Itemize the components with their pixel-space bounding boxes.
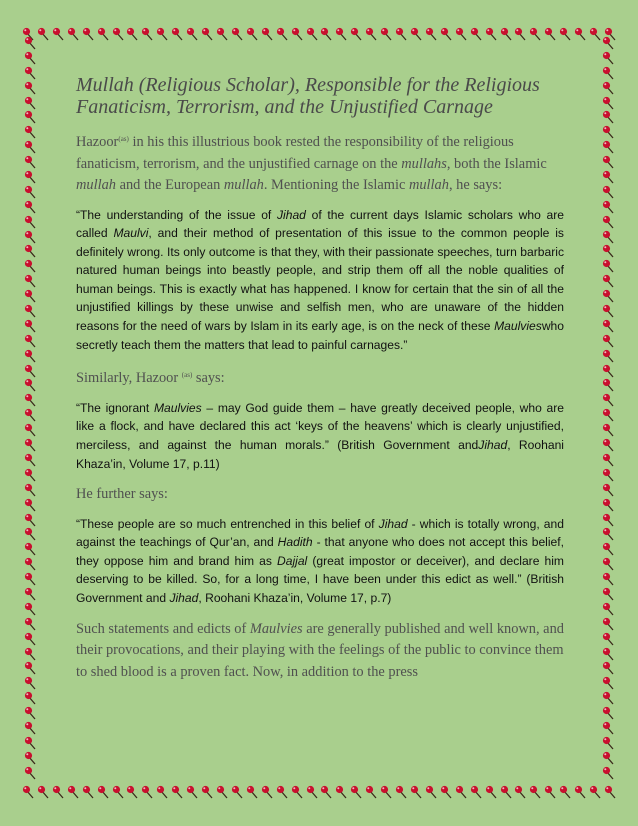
- red-pushpin-icon: [24, 125, 36, 139]
- red-pushpin-icon: [602, 557, 614, 571]
- red-pushpin-icon: [126, 785, 138, 799]
- red-pushpin-icon: [24, 751, 36, 765]
- red-pushpin-icon: [24, 304, 36, 318]
- red-pushpin-icon: [112, 785, 124, 799]
- red-pushpin-icon: [470, 785, 482, 799]
- red-pushpin-icon: [141, 785, 153, 799]
- red-pushpin-icon: [24, 349, 36, 363]
- red-pushpin-icon: [201, 785, 213, 799]
- red-pushpin-icon: [24, 423, 36, 437]
- red-pushpin-icon: [24, 259, 36, 273]
- red-pushpin-icon: [529, 785, 541, 799]
- red-pushpin-icon: [602, 438, 614, 452]
- red-pushpin-icon: [602, 736, 614, 750]
- red-pushpin-icon: [455, 785, 467, 799]
- red-pushpin-icon: [291, 785, 303, 799]
- red-pushpin-icon: [24, 110, 36, 124]
- red-pushpin-icon: [602, 125, 614, 139]
- red-pushpin-icon: [24, 140, 36, 154]
- red-pushpin-icon: [24, 498, 36, 512]
- red-pushpin-icon: [52, 785, 64, 799]
- red-pushpin-icon: [246, 27, 258, 41]
- red-pushpin-icon: [276, 785, 288, 799]
- red-pushpin-icon: [24, 81, 36, 95]
- red-pushpin-icon: [350, 785, 362, 799]
- page-title: Mullah (Religious Scholar), Responsible for the Religious Fanaticism, Terrorism, and the Unjustified Carnage: [76, 74, 540, 118]
- red-pushpin-icon: [261, 785, 273, 799]
- red-pushpin-icon: [380, 27, 392, 41]
- red-pushpin-icon: [24, 96, 36, 110]
- red-pushpin-icon: [24, 587, 36, 601]
- red-pushpin-icon: [24, 542, 36, 556]
- border-right: [600, 36, 616, 780]
- quote-1: “The understanding of the issue of Jihad of the current days Islamic scholars who are called Maulvi, and their method of presentation of this issue to the common people is definitely wrong. Its only outcome is that they, with their passionate speeches, turn barbaric natured human beings into beastly people, and strip them off all the noble qualities of human beings. This is exactly what has happened. I know for certain that the sin of all the unjustified killings by these unwise and selfish men, who are unaware of the hidden reasons for the need of wars by Islam in its early age, is on the neck of these Maulvieswho secretly teach them the matters that lead to painful carnages.”: [76, 207, 564, 352]
- red-pushpin-icon: [24, 557, 36, 571]
- border-bottom: [22, 784, 616, 800]
- red-pushpin-icon: [24, 230, 36, 244]
- red-pushpin-icon: [395, 27, 407, 41]
- red-pushpin-icon: [544, 27, 556, 41]
- red-pushpin-icon: [24, 453, 36, 467]
- red-pushpin-icon: [141, 27, 153, 41]
- red-pushpin-icon: [602, 632, 614, 646]
- red-pushpin-icon: [24, 513, 36, 527]
- red-pushpin-icon: [156, 27, 168, 41]
- red-pushpin-icon: [24, 51, 36, 65]
- red-pushpin-icon: [22, 785, 34, 799]
- red-pushpin-icon: [24, 617, 36, 631]
- closing-paragraph: Such statements and edicts of Maulvies are generally published and well known, and their provocations, and their playing with the feelings of the public to convince them to shed blood is a proven fact. Now, in addition to the press: [76, 620, 564, 680]
- red-pushpin-icon: [276, 27, 288, 41]
- red-pushpin-icon: [602, 676, 614, 690]
- red-pushpin-icon: [320, 785, 332, 799]
- red-pushpin-icon: [559, 27, 571, 41]
- red-pushpin-icon: [67, 785, 79, 799]
- red-pushpin-icon: [24, 691, 36, 705]
- red-pushpin-icon: [335, 785, 347, 799]
- red-pushpin-icon: [602, 647, 614, 661]
- red-pushpin-icon: [602, 408, 614, 422]
- red-pushpin-icon: [24, 244, 36, 258]
- red-pushpin-icon: [365, 27, 377, 41]
- red-pushpin-icon: [24, 155, 36, 169]
- red-pushpin-icon: [97, 27, 109, 41]
- red-pushpin-icon: [602, 378, 614, 392]
- red-pushpin-icon: [602, 66, 614, 80]
- red-pushpin-icon: [24, 736, 36, 750]
- red-pushpin-icon: [320, 27, 332, 41]
- red-pushpin-icon: [602, 364, 614, 378]
- red-pushpin-icon: [24, 364, 36, 378]
- red-pushpin-icon: [246, 785, 258, 799]
- red-pushpin-icon: [602, 304, 614, 318]
- red-pushpin-icon: [395, 785, 407, 799]
- red-pushpin-icon: [410, 785, 422, 799]
- red-pushpin-icon: [602, 51, 614, 65]
- quote-3: “These people are so much entrenched in this belief of Jihad - which is totally wrong, and against the teachings of Qur’an, and Hadith - that anyone who does not accept this belief, they oppose him and brand him as Dajjal (great impostor or deceiver), and declare him deserving to be killed. So, for a long time, I have been under this edict as well.” (British Government and Jihad, Roohani Khaza’in, Volume 17, p.7): [76, 516, 564, 605]
- red-pushpin-icon: [602, 483, 614, 497]
- red-pushpin-icon: [602, 215, 614, 229]
- red-pushpin-icon: [24, 721, 36, 735]
- red-pushpin-icon: [24, 66, 36, 80]
- quote-2: “The ignorant Maulvies – may God guide them – have greatly deceived people, who are like a flock, and have declared this act ‘keys of the heavens’ which is clearly unjustified, merciless, and against the human morals.” (British Government andJihad, Roohani Khaza’in, Volume 17, p.11): [76, 400, 564, 471]
- red-pushpin-icon: [602, 661, 614, 675]
- red-pushpin-icon: [24, 661, 36, 675]
- red-pushpin-icon: [24, 185, 36, 199]
- red-pushpin-icon: [186, 785, 198, 799]
- red-pushpin-icon: [231, 27, 243, 41]
- red-pushpin-icon: [410, 27, 422, 41]
- red-pushpin-icon: [455, 27, 467, 41]
- red-pushpin-icon: [602, 200, 614, 214]
- red-pushpin-icon: [470, 27, 482, 41]
- red-pushpin-icon: [602, 498, 614, 512]
- red-pushpin-icon: [24, 36, 36, 50]
- red-pushpin-icon: [24, 408, 36, 422]
- red-pushpin-icon: [52, 27, 64, 41]
- red-pushpin-icon: [201, 27, 213, 41]
- red-pushpin-icon: [380, 785, 392, 799]
- red-pushpin-icon: [335, 27, 347, 41]
- red-pushpin-icon: [602, 110, 614, 124]
- similarly-paragraph: Similarly, Hazoor $^{(as)}$ says:: [76, 370, 225, 387]
- red-pushpin-icon: [24, 483, 36, 497]
- red-pushpin-icon: [350, 27, 362, 41]
- red-pushpin-icon: [602, 289, 614, 303]
- red-pushpin-icon: [602, 751, 614, 765]
- red-pushpin-icon: [231, 785, 243, 799]
- red-pushpin-icon: [602, 334, 614, 348]
- red-pushpin-icon: [602, 155, 614, 169]
- red-pushpin-icon: [291, 27, 303, 41]
- red-pushpin-icon: [602, 706, 614, 720]
- red-pushpin-icon: [602, 259, 614, 273]
- red-pushpin-icon: [602, 721, 614, 735]
- red-pushpin-icon: [24, 706, 36, 720]
- red-pushpin-icon: [24, 676, 36, 690]
- red-pushpin-icon: [24, 602, 36, 616]
- red-pushpin-icon: [602, 96, 614, 110]
- intro-paragraph: Hazoor$^{(as)}$ in his this illustrious book rested the responsibility of the religious fanaticism, terrorism, and the unjustified carnage on the mullahs, both the Islamic mullah and the European mullah. Mentioning the Islamic mullah, he says:: [76, 134, 547, 193]
- red-pushpin-icon: [602, 140, 614, 154]
- red-pushpin-icon: [37, 785, 49, 799]
- red-pushpin-icon: [602, 572, 614, 586]
- red-pushpin-icon: [67, 27, 79, 41]
- red-pushpin-icon: [24, 632, 36, 646]
- red-pushpin-icon: [24, 766, 36, 780]
- red-pushpin-icon: [559, 785, 571, 799]
- red-pushpin-icon: [126, 27, 138, 41]
- red-pushpin-icon: [24, 215, 36, 229]
- red-pushpin-icon: [485, 785, 497, 799]
- further-says-paragraph: He further says:: [76, 486, 168, 503]
- red-pushpin-icon: [602, 542, 614, 556]
- red-pushpin-icon: [425, 27, 437, 41]
- red-pushpin-icon: [216, 27, 228, 41]
- red-pushpin-icon: [261, 27, 273, 41]
- red-pushpin-icon: [440, 785, 452, 799]
- red-pushpin-icon: [306, 27, 318, 41]
- red-pushpin-icon: [514, 785, 526, 799]
- red-pushpin-icon: [602, 527, 614, 541]
- red-pushpin-icon: [602, 81, 614, 95]
- red-pushpin-icon: [82, 27, 94, 41]
- red-pushpin-icon: [186, 27, 198, 41]
- red-pushpin-icon: [485, 27, 497, 41]
- red-pushpin-icon: [24, 274, 36, 288]
- red-pushpin-icon: [24, 527, 36, 541]
- red-pushpin-icon: [529, 27, 541, 41]
- red-pushpin-icon: [24, 468, 36, 482]
- red-pushpin-icon: [574, 785, 586, 799]
- red-pushpin-icon: [500, 785, 512, 799]
- red-pushpin-icon: [602, 244, 614, 258]
- red-pushpin-icon: [156, 785, 168, 799]
- red-pushpin-icon: [500, 27, 512, 41]
- red-pushpin-icon: [82, 785, 94, 799]
- red-pushpin-icon: [425, 785, 437, 799]
- red-pushpin-icon: [97, 785, 109, 799]
- red-pushpin-icon: [171, 27, 183, 41]
- red-pushpin-icon: [24, 334, 36, 348]
- red-pushpin-icon: [602, 393, 614, 407]
- red-pushpin-icon: [602, 423, 614, 437]
- red-pushpin-icon: [602, 230, 614, 244]
- border-top: [22, 26, 616, 42]
- red-pushpin-icon: [24, 378, 36, 392]
- border-left: [22, 36, 38, 780]
- page-content: [76, 74, 564, 692]
- red-pushpin-icon: [602, 691, 614, 705]
- red-pushpin-icon: [171, 785, 183, 799]
- red-pushpin-icon: [37, 27, 49, 41]
- red-pushpin-icon: [24, 289, 36, 303]
- red-pushpin-icon: [602, 319, 614, 333]
- red-pushpin-icon: [440, 27, 452, 41]
- red-pushpin-icon: [602, 36, 614, 50]
- red-pushpin-icon: [24, 200, 36, 214]
- red-pushpin-icon: [24, 319, 36, 333]
- red-pushpin-icon: [602, 185, 614, 199]
- red-pushpin-icon: [24, 572, 36, 586]
- red-pushpin-icon: [112, 27, 124, 41]
- red-pushpin-icon: [604, 785, 616, 799]
- red-pushpin-icon: [24, 393, 36, 407]
- red-pushpin-icon: [216, 785, 228, 799]
- red-pushpin-icon: [602, 468, 614, 482]
- red-pushpin-icon: [544, 785, 556, 799]
- red-pushpin-icon: [24, 647, 36, 661]
- red-pushpin-icon: [24, 170, 36, 184]
- red-pushpin-icon: [602, 274, 614, 288]
- red-pushpin-icon: [365, 785, 377, 799]
- red-pushpin-icon: [24, 438, 36, 452]
- red-pushpin-icon: [514, 27, 526, 41]
- red-pushpin-icon: [602, 349, 614, 363]
- red-pushpin-icon: [602, 587, 614, 601]
- red-pushpin-icon: [589, 785, 601, 799]
- red-pushpin-icon: [602, 170, 614, 184]
- red-pushpin-icon: [602, 602, 614, 616]
- red-pushpin-icon: [602, 453, 614, 467]
- red-pushpin-icon: [602, 617, 614, 631]
- red-pushpin-icon: [574, 27, 586, 41]
- red-pushpin-icon: [602, 513, 614, 527]
- red-pushpin-icon: [306, 785, 318, 799]
- red-pushpin-icon: [602, 766, 614, 780]
